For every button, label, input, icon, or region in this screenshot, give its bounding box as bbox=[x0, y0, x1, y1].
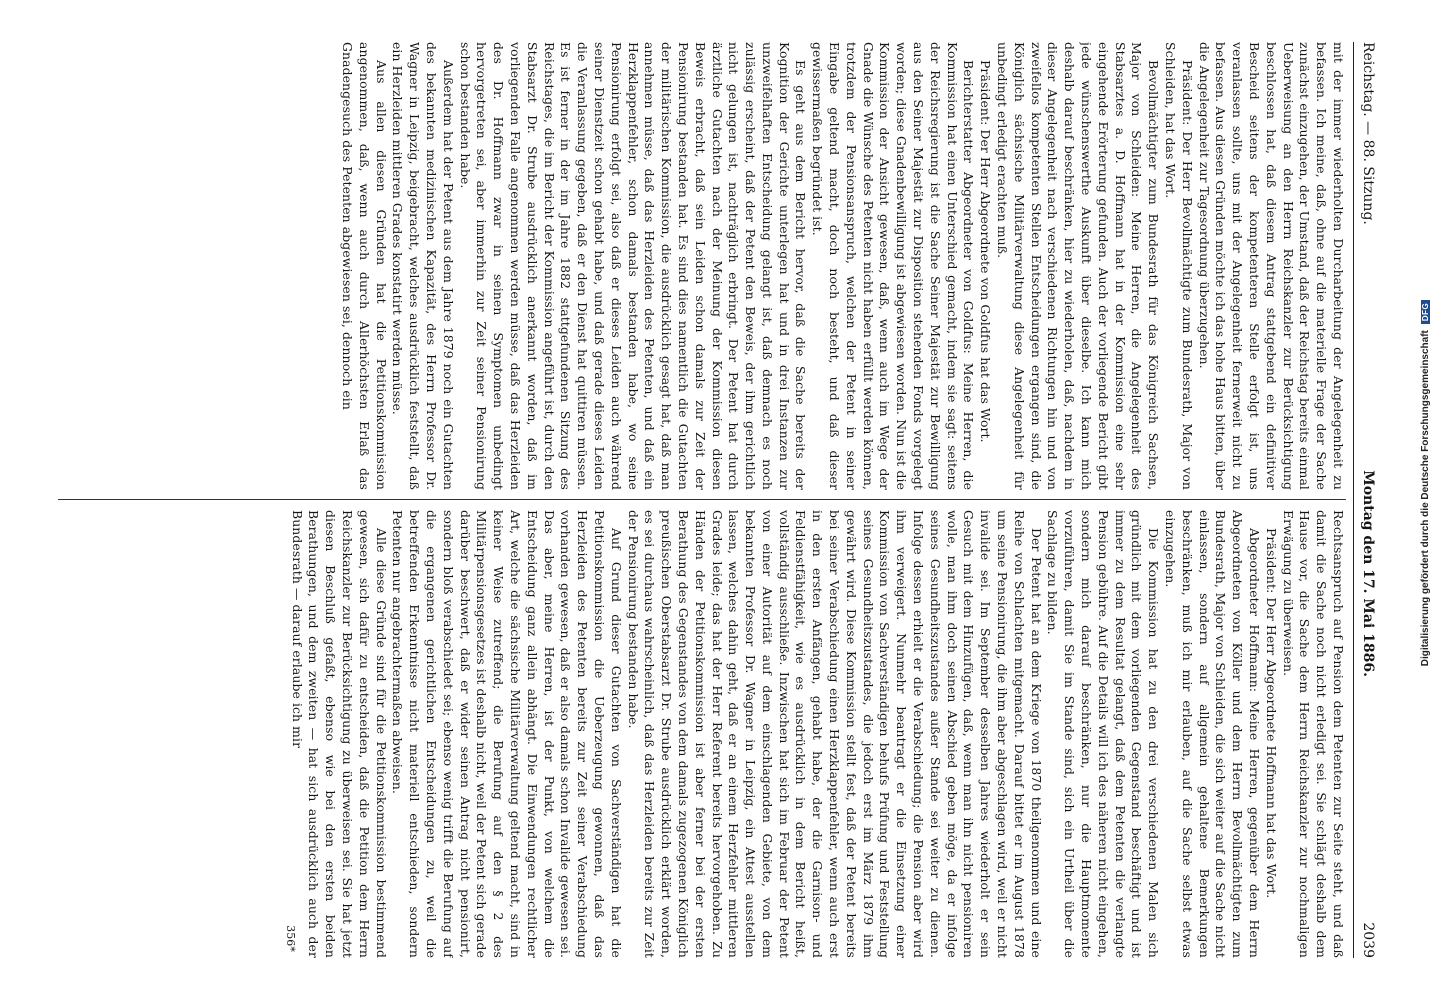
credit-text: Digitalisierung gefördert durch die Deutsche Forschungsgemeinschaft bbox=[1419, 330, 1431, 667]
rotated-content bbox=[46, 20, 1386, 980]
paragraph: Präsident: Der Herr Bevollmächtigte zum Bundesrath, Major von Schleiden, hat das Wort. bbox=[1163, 42, 1195, 490]
paragraph: Es geht aus dem Bericht hervor, daß die Sache bereits der Kognition der Gerichte unterlegen hat und in drei Instanzen zur unzweifelhaften Entscheidung gelangt ist, daß demnach es noch zulässig erscheint, daß der Petent den Beweis, der ihm gerichtlich nicht gelungen ist, nachträglich erbringt. Der Petent hat durch ärztliche Gutachten nach der Meinung der Kommission diesen Beweis erbracht, daß sein Leiden schon damals zur Zeit der Pensionirung bestanden hat. Es sind dies namentlich die Gutachten der militärischen Kommission, die ausdrücklich gesagt hat, daß man annehmen müsse, daß das Herzleiden des Petenten, und daß ein Herzklappenfehler, schon damals bestanden habe, wo seine Pensionirung erfolgt sei, also daß er dieses Leiden auch während seiner Dienstzeit schon gehabt habe, und daß gerade dieses Leiden die Veranlassung gegeben, daß er den Dienst hat quittiren müssen. Es ist ferner in der im Jahre 1882 stattgefundenen Sitzung des Reichstages, die im Bericht der Kommission angeführt ist, durch den Stabsarzt Dr. Strube ausdrücklich anerkannt worden, daß im vorliegenden Falle angenommen werden müsse, daß das Herzleiden des Dr. Hoffmann zwar in seinen Symptomen unbedingt hervorgetreten sei, aber immerhin zur Zeit seiner Pensionirung schon bestanden habe. bbox=[457, 42, 809, 490]
paragraph: Bevollmächtigter zum Bundesrath für das Königreich Sachsen, Major von Schleiden: Meine Herren, die Angelegenheit des Stabsarztes a. D. Hoffmann hat in der Kommission eine sehr eingehende Erörterung gefunden. Auch der vorliegende Bericht gibt jede wünschenswerthe Auskunft über dieselbe. Ich kann mich deshalb darauf beschränken, hier zu wiederholen, daß, nachdem in dieser Angelegenheit nach verschiedenen Richtungen hin und von zweifellos kompetenten Stellen Entscheidungen ergangen sind, die Königlich sächsische Militärverwaltung diese Angelegenheit für unbedingt erledigt erachten muß. bbox=[995, 42, 1162, 490]
right-column bbox=[58, 510, 1346, 958]
dfg-logo: DFG bbox=[1421, 300, 1430, 324]
paragraph: Der Petent hat an dem Kriege von 1870 theilgenommen und eine Reihe von Schlachten mitgemacht. Darauf bittet er im August 1878 um seine Pensionirung, die ihm aber abgeschlagen wird, weil er nicht invalide sei. Im September desselben Jahres wiederholt er sein Gesuch mit dem Hinzufügen, daß, wenn man ihn nicht pensioniren wolle, man ihm doch seinen Abschied geben möge, da er infolge seines Gesundheitszustandes außer Stande sei weiter zu dienen. Infolge dessen erhielt er die Verabschiedung; die Pension aber wird ihm verweigert. Nunmehr beantragt er die Einsetzung einer Kommission von Sachverständigen behufs Prüfung und Feststellung seines Gesundheitszustandes, die jedoch erst im März 1879 ihm gewährt wird. Diese Kommission stellt fest, daß der Petent bereits bei seiner Verabschiedung einen Herzklappenfehler, wenn auch erst in den ersten Anfängen, gehabt habe, der die Garnison- und Feldienstfähigkeit, wie es ausdrücklich in dem Bericht heißt, vollständig ausschließe. Inzwischen hat sich im Februar der Petent von einer Autorität auf dem einschlagenden Gebiete, von dem bekannten Professor Dr. Wagner in Leipzig, ein Attest ausstellen lassen, welches dahin geht, daß er an einem Herzfehler mittleren Grades leide; das hat der Herr Referent bereits hervorgehoben. Zu Händen der Petitionskommission ist aber ferner bei der ersten Berathung des Gegenstandes von dem damals zugezogenen Königlich preußischen Oberstabsarzt Dr. Strube ausdrücklich erklärt worden, es sei durchaus wahrscheinlich, daß das Herzleiden bereits zur Zeit der Pensionirung bestanden habe. bbox=[625, 510, 1044, 958]
digitization-credit bbox=[1418, 0, 1432, 983]
paragraph: Die Kommission hat zu den drei verschiedenen Malen sich gründlich mit dem vorliegenden Gegenstand beschäftigt und ist immer zu dem Resultat gelangt, daß dem Petenten die verlangte Pension gebühre. Auf die Details will ich des näheren nicht eingehen, sondern mich darauf beschränken, nur die Hauptmomente vorzuführen, damit Sie im Stande sind, sich ein Urtheil über die Sachlage zu bilden. bbox=[1045, 510, 1162, 958]
paragraph: Aus allen diesen Gründen hat die Petitionskommission angenommen, daß, wenn auch durch Allerhöchsten Erlaß das Gnadengesuch des Petenten abgewiesen sei, dennoch ein bbox=[339, 42, 389, 490]
signature-mark: 356* bbox=[283, 925, 297, 952]
paragraph: Rechtsanspruch auf Pension dem Petenten zur Seite steht, und daß damit die Sache noch nicht erledigt sei. Sie schlägt deshalb dem Hause vor, die Sache dem Herrn Reichskanzler zur nochmaligen Erwägung zu überweisen. bbox=[1280, 510, 1346, 958]
header-left: Reichstag. — 88. Sitzung. bbox=[1360, 42, 1376, 225]
column-divider bbox=[58, 499, 1346, 500]
paragraph: Abgeordneter Hoffmann: Meine Herren, gegenüber dem Herrn Abgeordneten von Köller und dem Herrn Bevollmächtigten zum Bundesrath, Major von Schleiden, die sich weiter auf die Sache nicht einlassen, sondern auf allgemein gehaltene Bemerkungen beschränken, muß ich mir erlauben, auf die Sache selbst etwas einzugehen. bbox=[1163, 510, 1263, 958]
paragraph: Auf Grund dieser Gutachten von Sachverständigen hat die Petitionskommission die Ueberzeugung gewonnen, daß das Herzleiden des Petenten bereits zur Zeit seiner Verabschiedung vorhanden gewesen, daß er also damals schon Invalide gewesen sei. Das aber, meine Herren, ist der Punkt, von welchem die Entscheidung ganz allein abhängt. Die Einwendungen rechtlicher Art, welche die sächsische Militärverwaltung geltend macht, sind in keiner Weise zutreffend; die Berufung auf den § 2 des Militärpensionsgesetzes ist deshalb nicht, weil der Petent sich gerade darüber beschwert, daß er wider seinen Antrag nicht pensionirt, sondern bloß verabschiedet sei; ebenso wenig trifft die Berufung auf die ergangenen gerichtlichen Entscheidungen zu, weil die betreffenden Erkenntnisse nicht materiell entschieden, sondern Petenten nur angebrachtermaßen abweisen. bbox=[390, 510, 624, 958]
page-header bbox=[1356, 42, 1380, 958]
paragraph: Präsident: Der Herr Abgeordnete von Goldfus hat das Wort. bbox=[978, 60, 994, 443]
paragraph: Präsident: Der Herr Abgeordnete Hoffmann hat das Wort. bbox=[1263, 528, 1279, 899]
paragraph: Außerdem hat der Petent aus dem Jahre 1879 noch ein Gutachten des bekannten medizinischen Kapazität, des Herrn Professor Dr. Wagner in Leipzig, beigebracht, welches ausdrücklich feststellt, daß ein Herzleiden mittleren Grades konstatirt werden müsse. bbox=[390, 42, 456, 490]
paragraph: Berichterstatter Abgeordneter von Goldfus: Meine Herren, die Kommission hat einen Unterschied gemacht, indem sie sagt: seitens der Reichsregierung ist die Sache Seiner Majestät zur Bewilligung aus den Seiner Majestät zur Disposition stehenden Fonds vorgelegt worden; diese Gnadenbewilligung ist abgewiesen worden. Nun ist die Kommission der Ansicht gewesen, daß, wenn auch im Wege der Gnade die Wünsche des Petenten nicht haben erfüllt werden können, trotzdem der Pensionsanspruch, welchen der Petent in seiner Eingabe geltend macht, doch noch besteht, und daß dieser gewissermaßen begründet ist. bbox=[810, 42, 977, 490]
header-rule bbox=[1353, 42, 1354, 958]
header-date: Montag den 17. Mai 1886. bbox=[1360, 470, 1376, 678]
paragraph: Alle diese Gründe sind für die Petitionskommission bestimmend gewesen, sich dafür zu entscheiden, daß die Petition dem Herrn Reichskanzler zur Berücksichtigung zu überweisen sei. Sie hat jetzt diesen Beschluß gefaßt, ebenso wie bei den ersten beiden Berathungen, und dem zweiten — hat sich ausdrücklich auch der Bundesrath — darauf erlaube ich mir bbox=[289, 510, 389, 958]
paragraph: mit der immer wiederholten Durcharbeitung der Angelegenheit zu befassen. Ich meine, daß, ohne auf die materielle Frage der Sache zunächst einzugehen, der Umstand, daß der Reichstag bereits einmal Ueberweisung an den Herrn Reichskanzler zur Berücksichtigung beschlossen hat, daß diesem Antrag stattgebend ein definitiver Bescheid seitens der kompetenteren Stelle erfolgt ist, uns veranlassen sollte, uns mit der Angelegenheit fernerweit nicht zu befassen. Aus diesen Gründen möchte ich das hohe Haus bitten, über die Angelegenheit zur Tagesordnung überzugehen. bbox=[1196, 42, 1346, 490]
left-column bbox=[58, 42, 1346, 490]
page-number: 2039 bbox=[1360, 922, 1376, 958]
